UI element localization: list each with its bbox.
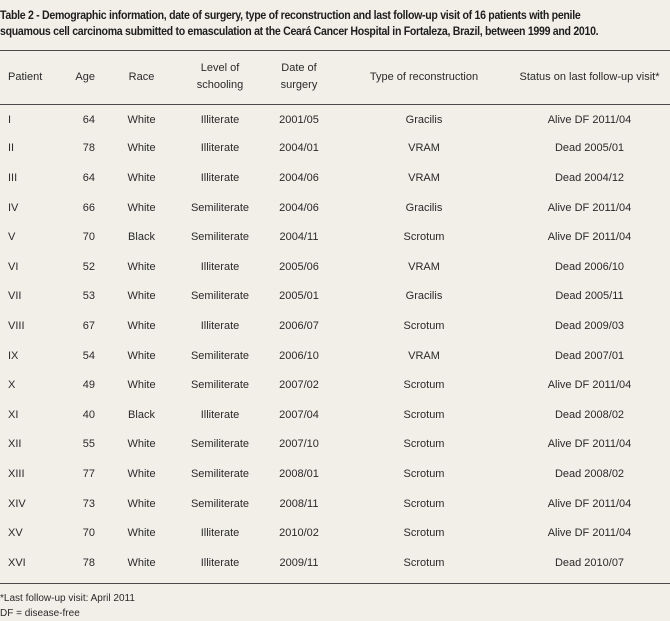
caption-line-2: squamous cell carcinoma submitted to emasculation at the Ceará Cancer Hospital in Fortaleza, Brazil, between 1999 and 2010. <box>0 24 599 38</box>
cell-date: 2007/04 <box>279 408 319 421</box>
header-date <box>259 50 339 104</box>
table-row <box>0 548 670 578</box>
cell-status: Dead 2006/10 <box>554 260 625 273</box>
header-reconstruction: Type of reconstruction <box>369 70 479 83</box>
table-row <box>0 518 670 548</box>
header-date-line-2: surgery <box>280 79 318 91</box>
cell-schooling: Illiterate <box>200 113 240 126</box>
cell-date: 2004/01 <box>279 142 319 155</box>
cell-date: 2008/11 <box>279 497 319 510</box>
cell-patient: VIII <box>8 319 25 332</box>
cell-patient: XIV <box>8 497 26 510</box>
cell-status: Alive DF 2011/04 <box>547 527 632 540</box>
cell-age: 49 <box>82 379 95 392</box>
table-row <box>0 282 670 312</box>
cell-reconstruction: VRAM <box>408 171 440 184</box>
patient-table <box>0 50 670 578</box>
table-row <box>0 430 670 460</box>
table-row <box>0 459 670 489</box>
cell-race: White <box>127 438 156 451</box>
table-row <box>0 222 670 252</box>
cell-patient: X <box>8 379 16 392</box>
table-footnotes <box>0 591 135 621</box>
table-row <box>0 163 670 193</box>
cell-schooling: Semiliterate <box>190 379 250 392</box>
cell-age: 40 <box>82 408 95 421</box>
cell-date: 2006/10 <box>279 349 319 362</box>
cell-age: 55 <box>82 438 95 451</box>
cell-age: 64 <box>82 113 95 126</box>
cell-reconstruction: VRAM <box>408 260 440 273</box>
cell-date: 2004/11 <box>279 231 319 244</box>
cell-age: 66 <box>82 201 95 214</box>
table-row <box>0 104 670 134</box>
cell-status: Dead 2008/02 <box>554 467 625 480</box>
table-row <box>0 489 670 519</box>
cell-patient: IX <box>8 349 19 362</box>
cell-reconstruction: Gracilis <box>405 201 443 214</box>
cell-schooling: Illiterate <box>200 171 240 184</box>
cell-race: White <box>127 201 156 214</box>
cell-age: 52 <box>82 260 95 273</box>
cell-reconstruction: Scrotum <box>403 497 445 510</box>
header-status: Status on last follow-up visit* <box>519 70 660 83</box>
cell-date: 2004/06 <box>279 201 319 214</box>
table-row <box>0 341 670 371</box>
cell-patient: XVI <box>8 556 26 569</box>
cell-reconstruction: Scrotum <box>403 438 445 451</box>
cell-schooling: Illiterate <box>200 319 240 332</box>
cell-status: Dead 2007/01 <box>554 349 625 362</box>
cell-schooling: Illiterate <box>200 527 240 540</box>
cell-patient: XI <box>8 408 19 421</box>
header-date-line-1: Date of <box>281 62 317 74</box>
cell-reconstruction: Scrotum <box>403 556 445 569</box>
cell-date: 2007/02 <box>279 379 319 392</box>
cell-age: 78 <box>82 556 95 569</box>
cell-status: Alive DF 2011/04 <box>547 113 632 126</box>
cell-status: Dead 2008/02 <box>554 408 625 421</box>
cell-status: Alive DF 2011/04 <box>547 231 632 244</box>
header-schooling-line-1: Level of <box>200 62 240 74</box>
cell-race: White <box>127 319 156 332</box>
cell-status: Alive DF 2011/04 <box>547 497 632 510</box>
cell-date: 2006/07 <box>279 319 319 332</box>
header-schooling <box>181 50 259 104</box>
cell-status: Alive DF 2011/04 <box>547 379 632 392</box>
cell-reconstruction: Scrotum <box>403 408 445 421</box>
cell-date: 2010/02 <box>279 527 319 540</box>
table-body <box>0 104 670 578</box>
cell-date: 2007/10 <box>279 438 319 451</box>
cell-status: Dead 2009/03 <box>554 319 625 332</box>
cell-race: White <box>127 349 156 362</box>
cell-reconstruction: Gracilis <box>405 113 443 126</box>
cell-age: 78 <box>82 142 95 155</box>
cell-schooling: Semiliterate <box>190 349 250 362</box>
cell-patient: XV <box>8 527 23 540</box>
cell-schooling: Semiliterate <box>190 201 250 214</box>
cell-patient: II <box>8 142 15 155</box>
cell-reconstruction: Scrotum <box>403 379 445 392</box>
cell-patient: V <box>8 231 16 244</box>
cell-status: Dead 2004/12 <box>554 171 625 184</box>
cell-date: 2005/01 <box>279 290 319 303</box>
cell-date: 2004/06 <box>279 171 319 184</box>
cell-status: Dead 2005/01 <box>554 142 625 155</box>
table-row <box>0 370 670 400</box>
cell-race: White <box>127 379 156 392</box>
header-row <box>0 50 670 104</box>
cell-patient: VII <box>8 290 22 303</box>
cell-reconstruction: Gracilis <box>405 290 443 303</box>
caption-line-1: Table 2 - Demographic information, date of surgery, type of reconstruction and last follow-up visit of 16 patients with penile <box>0 8 581 22</box>
cell-race: Black <box>128 231 155 244</box>
cell-race: White <box>127 527 156 540</box>
cell-age: 73 <box>82 497 95 510</box>
cell-status: Alive DF 2011/04 <box>547 201 632 214</box>
cell-reconstruction: Scrotum <box>403 231 445 244</box>
table-row <box>0 311 670 341</box>
cell-race: White <box>127 290 156 303</box>
cell-schooling: Semiliterate <box>190 231 250 244</box>
cell-patient: XIII <box>8 467 25 480</box>
cell-age: 53 <box>82 290 95 303</box>
cell-status: Dead 2005/11 <box>555 290 624 303</box>
cell-reconstruction: Scrotum <box>403 527 445 540</box>
cell-patient: I <box>8 113 12 126</box>
cell-age: 54 <box>82 349 95 362</box>
cell-date: 2009/11 <box>279 556 319 569</box>
cell-age: 67 <box>82 319 95 332</box>
table-row <box>0 193 670 223</box>
header-patient: Patient <box>8 70 43 83</box>
cell-age: 70 <box>82 231 95 244</box>
cell-reconstruction: Scrotum <box>403 319 445 332</box>
cell-age: 64 <box>82 171 95 184</box>
cell-race: White <box>127 171 156 184</box>
cell-age: 77 <box>82 467 95 480</box>
cell-schooling: Illiterate <box>200 408 240 421</box>
cell-reconstruction: Scrotum <box>403 467 445 480</box>
cell-schooling: Semiliterate <box>190 467 250 480</box>
footnote-df-definition: DF = disease-free <box>0 608 80 619</box>
cell-age: 70 <box>82 527 95 540</box>
cell-status: Alive DF 2011/04 <box>547 438 632 451</box>
table-row <box>0 400 670 430</box>
cell-schooling: Illiterate <box>200 142 240 155</box>
cell-race: White <box>127 497 156 510</box>
cell-race: White <box>127 260 156 273</box>
cell-schooling: Semiliterate <box>190 438 250 451</box>
cell-date: 2001/05 <box>279 113 319 126</box>
cell-schooling: Illiterate <box>200 260 240 273</box>
table-row <box>0 134 670 164</box>
cell-patient: IV <box>8 201 19 214</box>
cell-schooling: Semiliterate <box>190 290 250 303</box>
cell-race: White <box>127 556 156 569</box>
cell-reconstruction: VRAM <box>408 349 440 362</box>
table-row <box>0 252 670 282</box>
bottom-rule <box>0 583 670 584</box>
cell-reconstruction: VRAM <box>408 142 440 155</box>
cell-date: 2008/01 <box>279 467 319 480</box>
header-age: Age <box>75 70 95 83</box>
footnote-follow-up: *Last follow-up visit: April 2011 <box>0 593 135 604</box>
cell-schooling: Semiliterate <box>190 497 250 510</box>
cell-patient: III <box>8 171 18 184</box>
cell-race: Black <box>128 408 155 421</box>
cell-patient: XII <box>8 438 22 451</box>
table-caption <box>0 7 599 39</box>
cell-schooling: Illiterate <box>200 556 240 569</box>
header-schooling-line-2: schooling <box>196 79 244 91</box>
cell-status: Dead 2010/07 <box>554 556 625 569</box>
cell-race: White <box>127 142 156 155</box>
cell-race: White <box>127 113 156 126</box>
cell-patient: VI <box>8 260 19 273</box>
header-race: Race <box>128 70 155 83</box>
cell-race: White <box>127 467 156 480</box>
cell-date: 2005/06 <box>279 260 319 273</box>
